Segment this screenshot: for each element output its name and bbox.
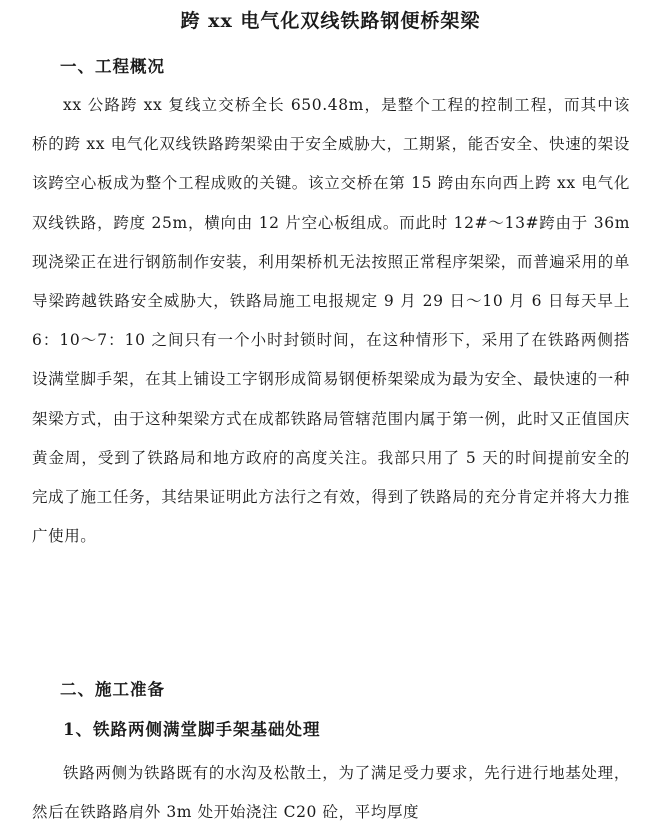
section-heading-overview: 一、工程概况 [60,57,165,76]
subsection-heading-foundation: 1、铁路两侧满堂脚手架基础处理 [63,720,321,739]
section-heading-preparation: 二、施工准备 [60,680,165,699]
foundation-paragraph: 铁路两侧为铁路既有的水沟及松散土，为了满足受力要求，先行进行地基处理，然后在铁路路肩外 3m 处开始浇注 C20 砼，平均厚度 [32,764,630,821]
overview-paragraph: xx 公路跨 xx 复线立交桥全长 650.48m，是整个工程的控制工程，而其中该桥的跨 xx 电气化双线铁路跨架梁由于安全威胁大，工期紧，能否安全、快速的架设该跨空心板成为整个工程成败的关键。该立交桥在第 15 跨由东向西上跨 xx 电气化双线铁路，跨度 25m，横向由 12 片空心板组成。而此时 12#～13#跨由于 36m 现浇梁正在进行钢筋制作安装，利用架桥机无法按照正常程序架梁，而普遍采用的单导梁跨越铁路安全威胁大，铁路局施工电报规定 9 月 29 日～10 月 6 日每天早上 6：10～7：10 之间只有一个小时封锁时间，在这种情形下，采用了在铁路两侧搭设满堂脚手架，在其上铺设工字钢形成简易钢便桥架梁成为最为安全、最快速的一种架梁方式，由于这种架梁方式在成都铁路局管辖范围内属于第一例，此时又正值国庆黄金周，受到了铁路局和地方政府的高度关注。我部只用了 5 天的时间提前安全的完成了施工任务，其结果证明此方法行之有效，得到了铁路局的充分肯定并将大力推广使用。 [32,96,630,546]
document-title: 跨 xx 电气化双线铁路钢便桥架梁 [180,10,481,32]
